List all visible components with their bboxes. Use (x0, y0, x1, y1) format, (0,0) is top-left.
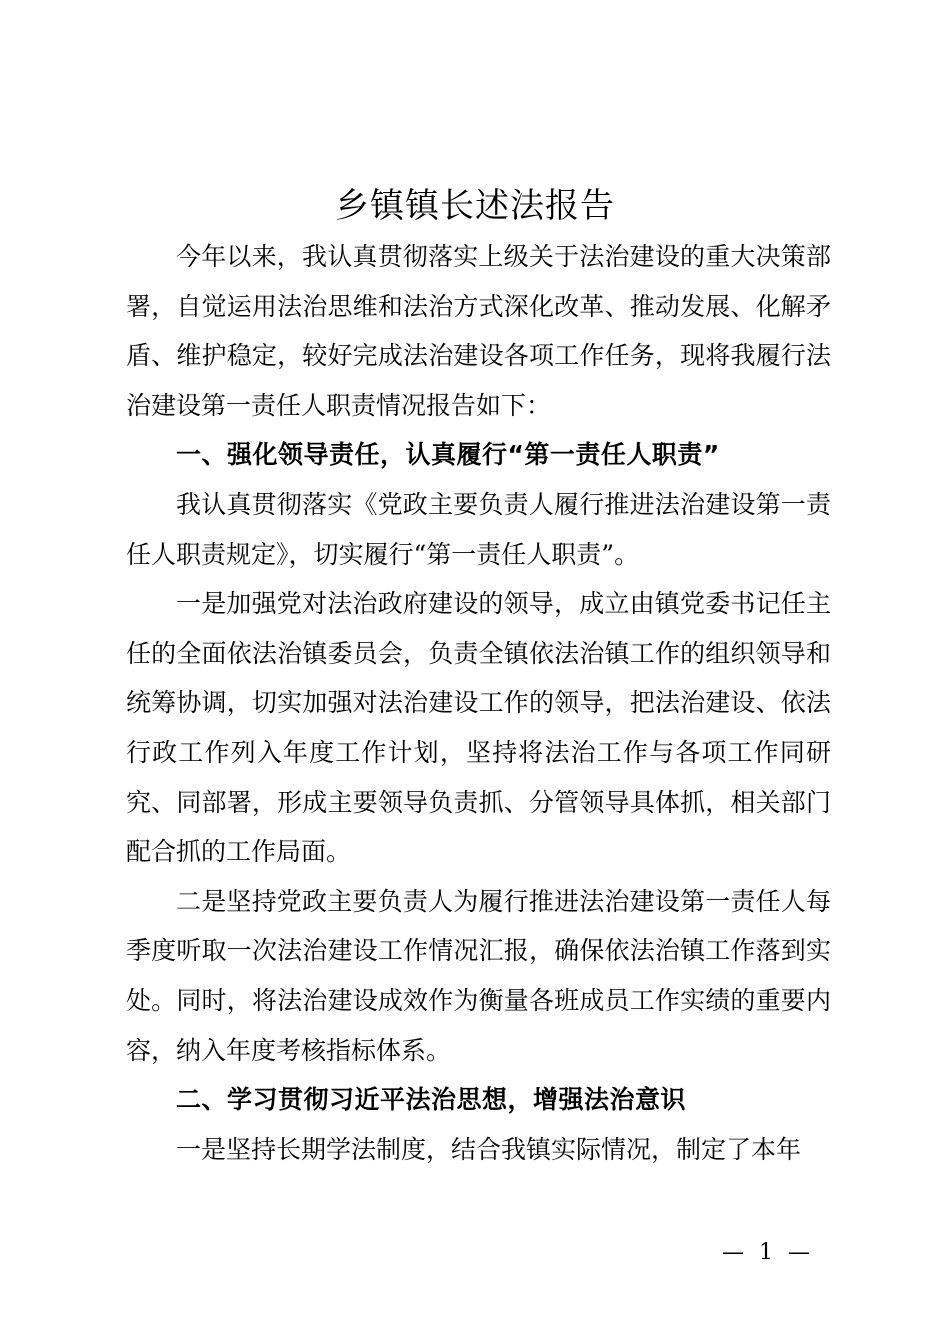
section-1-intro-paragraph: 我认真贯彻落实《党政主要负责人履行推进法治建设第一责任人职责规定》，切实履行“第一责任人职责”。 (126, 489, 831, 569)
document-body (126, 232, 831, 1174)
section-heading-2: 二、学习贯彻习近平法治思想，增强法治意识 (176, 1085, 687, 1115)
section-2-point-1-paragraph: 一是坚持长期学法制度，结合我镇实际情况，制定了本年 (176, 1134, 802, 1164)
section-1-point-1-paragraph: 一是加强党对法治政府建设的领导，成立由镇党委书记任主任的全面依法治镇委员会，负责全镇依法治镇工作的组织领导和统筹协调，切实加强对法治建设工作的领导，把法治建设、依法行政工作列入年度工作计划，坚持将法治工作与各项工作同研究、同部署，形成主要领导负责抓、分管领导具体抓，相关部门配合抓的工作局面。 (126, 589, 831, 867)
section-1-point-2-paragraph: 二是坚持党政主要负责人为履行推进法治建设第一责任人每季度听取一次法治建设工作情况汇报，确保依法治镇工作落到实处。同时，将法治建设成效作为衡量各班成员工作实绩的重要内容，纳入年度考核指标体系。 (126, 886, 831, 1065)
section-heading-1: 一、强化领导责任，认真履行“第一责任人职责” (176, 440, 720, 470)
page-number: — 1 — (722, 1240, 814, 1265)
intro-paragraph: 今年以来，我认真贯彻落实上级关于法治建设的重大决策部署，自觉运用法治思维和法治方式深化改革、推动发展、化解矛盾、维护稳定，较好完成法治建设各项工作任务，现将我履行法治建设第一责任人职责情况报告如下： (126, 242, 831, 420)
document-title: 乡镇镇长述法报告 (335, 186, 615, 226)
